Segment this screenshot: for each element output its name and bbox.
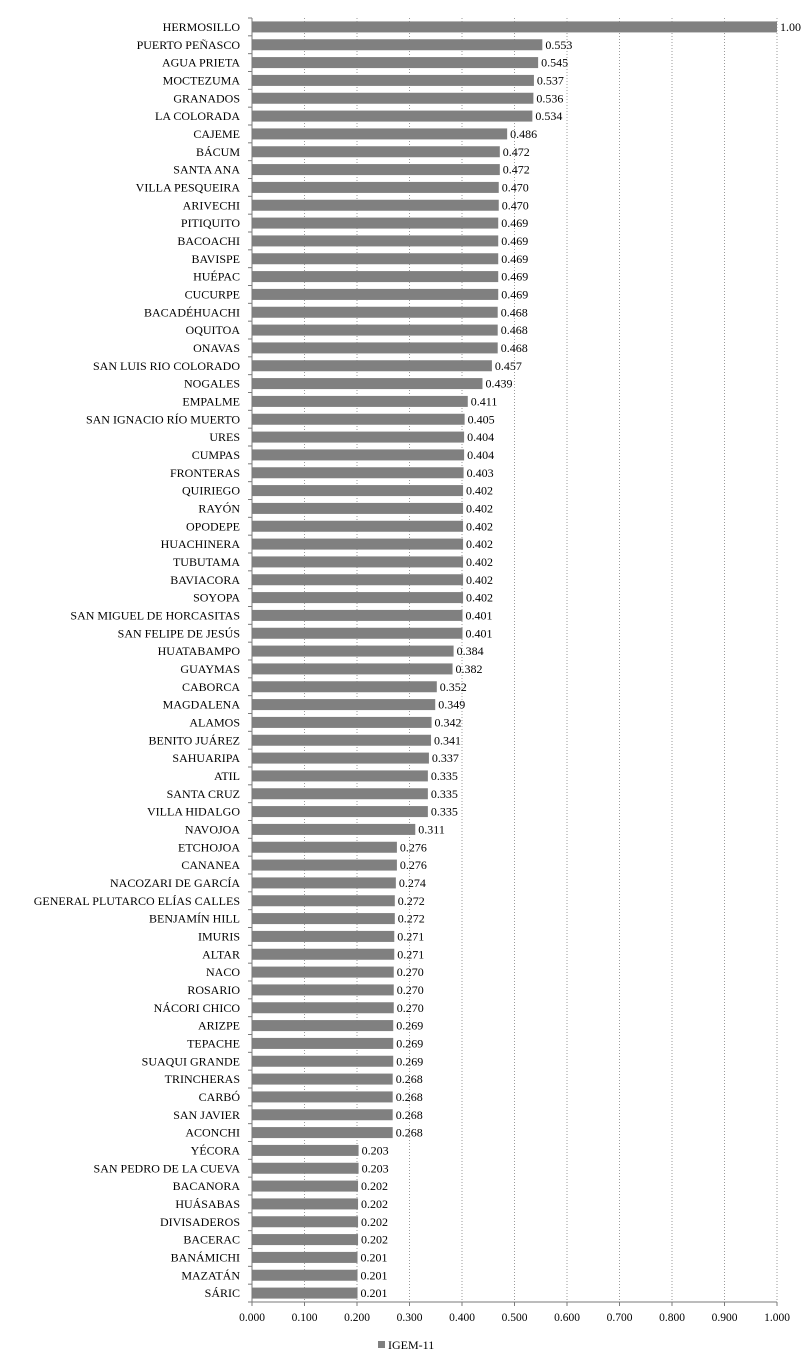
category-label: CARBÓ (198, 1089, 240, 1104)
bar (252, 735, 431, 746)
bar (252, 753, 429, 764)
bar (252, 984, 394, 995)
bar (252, 200, 499, 211)
value-label: 0.457 (494, 358, 522, 373)
category-label: SAN MIGUEL DE HORCASITAS (70, 608, 240, 623)
category-label: ACONCHI (185, 1125, 240, 1140)
category-label: SAN PEDRO DE LA CUEVA (93, 1161, 240, 1176)
bar (252, 574, 463, 585)
value-label: 0.201 (360, 1268, 388, 1283)
bar (252, 39, 542, 50)
value-label: 0.268 (395, 1107, 423, 1122)
x-tick-label: 0.800 (659, 1312, 685, 1324)
value-label: 0.468 (500, 340, 528, 355)
category-label: BANÁMICHI (170, 1250, 240, 1265)
legend-label: IGEM-11 (388, 1338, 435, 1352)
bar (252, 556, 463, 567)
category-label: PUERTO PEÑASCO (136, 37, 240, 52)
category-label: DIVISADEROS (159, 1214, 240, 1229)
category-label: BÁCUM (195, 144, 240, 159)
value-label: 0.469 (501, 233, 529, 248)
category-label: SAHUARIPA (172, 751, 240, 766)
value-label: 0.269 (396, 1054, 424, 1069)
value-label: 0.402 (466, 519, 494, 534)
value-labels (361, 20, 801, 1300)
category-label: EMPALME (182, 394, 240, 409)
bar (252, 1252, 358, 1263)
bar (252, 218, 498, 229)
bar (252, 628, 463, 639)
bar (252, 1074, 393, 1085)
value-label: 0.545 (541, 55, 569, 70)
bar (252, 503, 463, 514)
category-label: OQUITOA (185, 323, 240, 338)
category-label: NOGALES (184, 376, 240, 391)
bar (252, 824, 415, 835)
value-label: 0.342 (434, 715, 462, 730)
category-label: SUAQUI GRANDE (141, 1054, 240, 1069)
value-label: 0.405 (467, 412, 495, 427)
bar (252, 699, 435, 710)
value-label: 0.553 (545, 37, 573, 52)
category-label: BENJAMÍN HILL (149, 911, 240, 926)
value-label: 0.537 (536, 73, 564, 88)
value-label: 0.404 (467, 430, 495, 445)
value-label: 0.268 (395, 1089, 423, 1104)
value-label: 0.203 (361, 1161, 389, 1176)
value-label: 0.382 (455, 661, 483, 676)
category-label: ONAVAS (193, 340, 240, 355)
value-label: 0.203 (361, 1143, 389, 1158)
category-label: OPODEPE (185, 519, 240, 534)
value-label: 0.271 (397, 947, 425, 962)
bar (252, 1091, 393, 1102)
bar (252, 396, 468, 407)
x-tick-label: 0.700 (606, 1312, 633, 1324)
category-label: NACOZARI DE GARCÍA (110, 875, 240, 890)
value-label: 0.534 (535, 109, 563, 124)
value-label: 0.335 (430, 804, 458, 819)
category-label: YÉCORA (190, 1143, 240, 1158)
category-label: GENERAL PLUTARCO ELÍAS CALLES (33, 893, 240, 908)
value-label: 0.470 (501, 180, 529, 195)
category-label: QUIRIEGO (182, 483, 240, 498)
value-label: 0.402 (466, 554, 494, 569)
x-tick-label: 0.500 (501, 1312, 528, 1324)
bar (252, 1288, 358, 1299)
bar (252, 1109, 393, 1120)
category-label: CAJEME (193, 126, 240, 141)
bar (252, 342, 498, 353)
value-label: 0.468 (500, 305, 528, 320)
category-label: ATIL (214, 768, 240, 783)
bar (252, 75, 534, 86)
bar (252, 681, 437, 692)
bar (252, 913, 395, 924)
category-label: NÁCORI CHICO (153, 1000, 240, 1015)
value-label: 0.202 (361, 1214, 389, 1229)
bar (252, 860, 397, 871)
category-label: SÁRIC (204, 1286, 240, 1301)
value-label: 0.271 (397, 929, 425, 944)
legend-swatch (378, 1341, 385, 1348)
bar (252, 164, 500, 175)
category-label: LA COLORADA (154, 109, 240, 124)
category-label: BAVIACORA (170, 572, 240, 587)
bar (252, 842, 397, 853)
value-label: 0.403 (466, 465, 494, 480)
bar (252, 895, 395, 906)
category-label: HUÁSABAS (175, 1196, 240, 1211)
bar (252, 1198, 358, 1209)
value-label: 0.268 (395, 1125, 423, 1140)
x-tick-label: 0.200 (344, 1312, 370, 1324)
bar (252, 1127, 393, 1138)
category-label: BACADÉHUACHI (144, 305, 240, 320)
value-label: 0.468 (500, 323, 528, 338)
legend (378, 1338, 434, 1352)
bar (252, 1056, 393, 1067)
category-label: SANTA CRUZ (166, 786, 240, 801)
category-label: HERMOSILLO (162, 19, 240, 34)
bar (252, 57, 538, 68)
value-label: 0.335 (430, 768, 458, 783)
bar (252, 1038, 393, 1049)
bar (252, 788, 428, 799)
category-label: GUAYMAS (180, 661, 240, 676)
value-label: 0.201 (360, 1286, 388, 1301)
x-tick-label: 1.000 (764, 1312, 790, 1324)
bar (252, 1181, 358, 1192)
bar (252, 949, 394, 960)
category-label: TEPACHE (187, 1036, 240, 1051)
category-label: CABORCA (181, 679, 240, 694)
bar (252, 967, 394, 978)
value-label: 0.270 (396, 1000, 424, 1015)
bar (252, 360, 492, 371)
bar (252, 931, 394, 942)
bar (252, 663, 453, 674)
bar (252, 1002, 394, 1013)
value-label: 0.536 (536, 91, 564, 106)
x-tick-label: 0.100 (291, 1312, 318, 1324)
category-label: VILLA HIDALGO (147, 804, 240, 819)
value-label: 0.404 (467, 447, 495, 462)
bar (252, 1145, 359, 1156)
category-label: SAN FELIPE DE JESÚS (117, 626, 240, 641)
category-label: BACERAC (183, 1232, 240, 1247)
category-label: SANTA ANA (173, 162, 240, 177)
category-label: ROSARIO (187, 982, 240, 997)
value-label: 0.276 (399, 858, 427, 873)
bar (252, 521, 463, 532)
category-label: ARIZPE (198, 1018, 240, 1033)
category-label: CUCURPE (184, 287, 240, 302)
bar (252, 770, 428, 781)
value-label: 0.202 (361, 1179, 389, 1194)
value-label: 0.269 (396, 1036, 424, 1051)
bar (252, 485, 463, 496)
bar (252, 539, 463, 550)
category-label: HUACHINERA (160, 537, 240, 552)
category-label: ARIVECHI (182, 198, 240, 213)
value-label: 0.402 (466, 537, 494, 552)
value-label: 0.337 (431, 751, 459, 766)
value-label: 0.384 (456, 644, 484, 659)
category-label: NAVOJOA (184, 822, 240, 837)
value-label: 0.270 (396, 982, 424, 997)
value-label: 0.486 (510, 126, 538, 141)
x-tick-label: 0.900 (711, 1312, 738, 1324)
value-label: 0.469 (501, 216, 529, 231)
bar (252, 93, 533, 104)
bar (252, 1216, 358, 1227)
category-label: MOCTEZUMA (162, 73, 240, 88)
category-label: ALAMOS (189, 715, 240, 730)
value-label: 0.272 (397, 911, 425, 926)
category-label: IMURIS (197, 929, 240, 944)
value-label: 0.276 (399, 840, 427, 855)
bar (252, 1020, 393, 1031)
value-label: 0.352 (439, 679, 467, 694)
value-label: 0.201 (360, 1250, 388, 1265)
value-label: 0.401 (465, 608, 493, 623)
category-label: SAN JAVIER (173, 1107, 240, 1122)
value-label: 0.402 (466, 501, 494, 516)
bar (252, 592, 463, 603)
category-label: CUMPAS (191, 447, 240, 462)
category-label: MAGDALENA (162, 697, 240, 712)
bar (252, 253, 498, 264)
category-label: BACANORA (172, 1179, 240, 1194)
category-label: VILLA PESQUEIRA (135, 180, 240, 195)
category-label: ETCHOJOA (178, 840, 240, 855)
category-label: CANANEA (181, 858, 240, 873)
bar (252, 1234, 358, 1245)
category-label: HUATABAMPO (157, 644, 240, 659)
value-label: 0.439 (485, 376, 513, 391)
bar (252, 449, 464, 460)
bar (252, 325, 498, 336)
x-tick-labels (239, 1312, 790, 1324)
value-label: 0.202 (361, 1232, 389, 1247)
bar (252, 1163, 359, 1174)
value-label: 0.341 (434, 733, 462, 748)
value-label: 0.349 (438, 697, 466, 712)
category-label: TUBUTAMA (172, 554, 240, 569)
bar (252, 610, 463, 621)
value-label: 0.270 (396, 965, 424, 980)
category-label: HUÉPAC (193, 269, 240, 284)
bar (252, 414, 465, 425)
bar (252, 378, 482, 389)
bar (252, 877, 396, 888)
category-label: RAYÓN (198, 501, 240, 516)
category-label: NACO (205, 965, 240, 980)
value-label: 0.274 (398, 875, 426, 890)
value-label: 0.402 (466, 572, 494, 587)
x-tick-label: 0.300 (396, 1312, 423, 1324)
value-label: 0.469 (501, 287, 529, 302)
category-label: PITIQUITO (180, 216, 240, 231)
value-label: 0.470 (501, 198, 529, 213)
category-label: BAVISPE (191, 251, 240, 266)
bar (252, 21, 777, 32)
bar (252, 235, 498, 246)
bar (252, 307, 498, 318)
category-label: ALTAR (202, 947, 240, 962)
category-label: GRANADOS (173, 91, 240, 106)
value-label: 0.272 (397, 893, 425, 908)
value-label: 0.469 (501, 251, 529, 266)
category-label: FRONTERAS (169, 465, 240, 480)
category-label: URES (209, 430, 240, 445)
category-label: SAN IGNACIO RÍO MUERTO (85, 412, 240, 427)
category-label: SAN LUIS RIO COLORADO (92, 358, 240, 373)
value-label: 1.00 (780, 19, 801, 34)
category-label: AGUA PRIETA (161, 55, 240, 70)
bar (252, 432, 464, 443)
value-label: 0.335 (430, 786, 458, 801)
value-label: 0.269 (396, 1018, 424, 1033)
category-label: MAZATÁN (181, 1268, 240, 1283)
value-label: 0.472 (502, 144, 530, 159)
value-label: 0.402 (466, 483, 494, 498)
bar (252, 646, 454, 657)
bar (252, 271, 498, 282)
x-tick-label: 0.000 (239, 1312, 265, 1324)
value-label: 0.402 (466, 590, 494, 605)
bar (252, 467, 464, 478)
category-label: BACOACHI (177, 233, 240, 248)
value-label: 0.469 (501, 269, 529, 284)
category-label: SOYOPA (193, 590, 240, 605)
bar (252, 182, 499, 193)
bar (252, 717, 432, 728)
bar (252, 289, 498, 300)
value-label: 0.401 (465, 626, 493, 641)
category-labels (34, 20, 241, 1300)
value-label: 0.411 (470, 394, 498, 409)
bar (252, 111, 532, 122)
value-label: 0.268 (395, 1072, 423, 1087)
value-label: 0.311 (418, 822, 445, 837)
bar (252, 1270, 358, 1281)
x-tick-label: 0.600 (554, 1312, 580, 1324)
value-label: 0.472 (502, 162, 530, 177)
category-label: BENITO JUÁREZ (148, 733, 240, 748)
bar (252, 806, 428, 817)
bar (252, 146, 500, 157)
category-label: TRINCHERAS (164, 1072, 240, 1087)
bar (252, 128, 507, 139)
value-label: 0.202 (361, 1196, 389, 1211)
x-tick-label: 0.400 (449, 1312, 475, 1324)
